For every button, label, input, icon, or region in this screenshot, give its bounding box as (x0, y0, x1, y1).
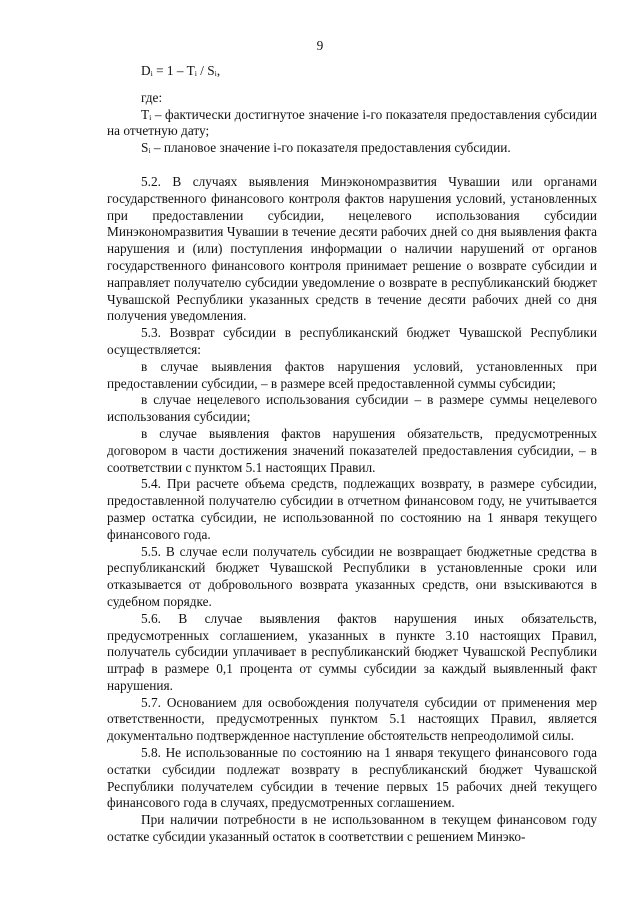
paragraph-5-3-case-3: в случае выявления фактов нарушения обязательств, предусмотренных договором в части достижения значений показателей предоставления субсидии, – в соответствии с пунктом 5.1 настоящих Правил. (107, 425, 597, 475)
paragraph-5-6: 5.6. В случае выявления фактов нарушения иных обязательств, предусмотренных соглашением, указанных в пункте 3.10 настоящих Правил, получатель субсидии уплачивает в республиканский бюджет Чувашской Республики штраф в размере 0,1 процента от суммы субсидии за каждый выявленный факт нарушения. (107, 610, 597, 693)
formula: Dᵢ = 1 – Tᵢ / Sᵢ, (141, 63, 221, 78)
paragraph-5-3: 5.3. Возврат субсидии в республиканский бюджет Чувашской Республики осуществляется: (107, 325, 597, 357)
paragraph-5-3-case-2: в случае нецелевого использования субсидии – в размере суммы нецелевого использования субсидии; (107, 392, 597, 425)
page-number: 9 (316, 38, 324, 53)
where-label: где: (141, 89, 163, 105)
paragraph-5-2: 5.2. В случаях выявления Минэкономразвития Чувашии или органами государственного финансового контроля фактов нарушения условий, установленных при предоставлении субсидии, нецелевого использования субсидии Минэкономразвития Чувашии в течение десяти рабочих дней со дня выявления факта нарушения и (или) поступления информации о наличии нарушений от органов государственного финансового контроля принимает решение о возврате субсидии и направляет получателю субсидии уведомление о возврате в республиканский бюджет Чувашской Республики указанных средств в течение десяти рабочих дней со дня получения уведомления. (107, 173, 597, 324)
document-body (107, 63, 597, 846)
definition-s: Sᵢ – плановое значение i-го показателя предоставления субсидии. (141, 140, 511, 156)
paragraph-5-4: 5.4. При расчете объема средств, подлежащих возврату, в размере субсидии, предоставленной получателю субсидии в отчетном финансовом году, не учитывается размер остатка субсидии, не использованной по состоянию на 1 января текущего финансового года. (107, 476, 597, 542)
paragraph-5-7: 5.7. Основанием для освобождения получателя субсидии от применения мер ответственности, предусмотренных пунктом 5.1 настоящих Правил, является документально подтвержденное наступление обстоятельств непреодолимой силы. (107, 694, 597, 744)
definition-t: Тᵢ – фактически достигнутое значение i-го показателя предоставления субсидии на отчетную дату; (107, 106, 597, 139)
paragraph-remainder: При наличии потребности в не использованном в текущем финансовом году остатке субсидии указанный остаток в соответствии с решением Минэко- (107, 812, 597, 845)
paragraph-5-8: 5.8. Не использованные по состоянию на 1 января текущего финансового года остатки субсидии подлежат возврату в республиканский бюджет Чувашской Республики получателем субсидии в течение первых 15 рабочих дней текущего финансового года в случаях, предусмотренных соглашением. (107, 745, 597, 811)
paragraph-5-5: 5.5. В случае если получатель субсидии не возвращает бюджетные средства в республиканский бюджет Чувашской Республики в установленные сроки или отказывается от добровольного возврата указанных средств, они взыскиваются в судебном порядке. (107, 543, 597, 609)
paragraph-5-3-case-1: в случае выявления фактов нарушения условий, установленных при предоставлении субсидии, – в размере всей предоставленной суммы субсидии; (107, 358, 597, 391)
